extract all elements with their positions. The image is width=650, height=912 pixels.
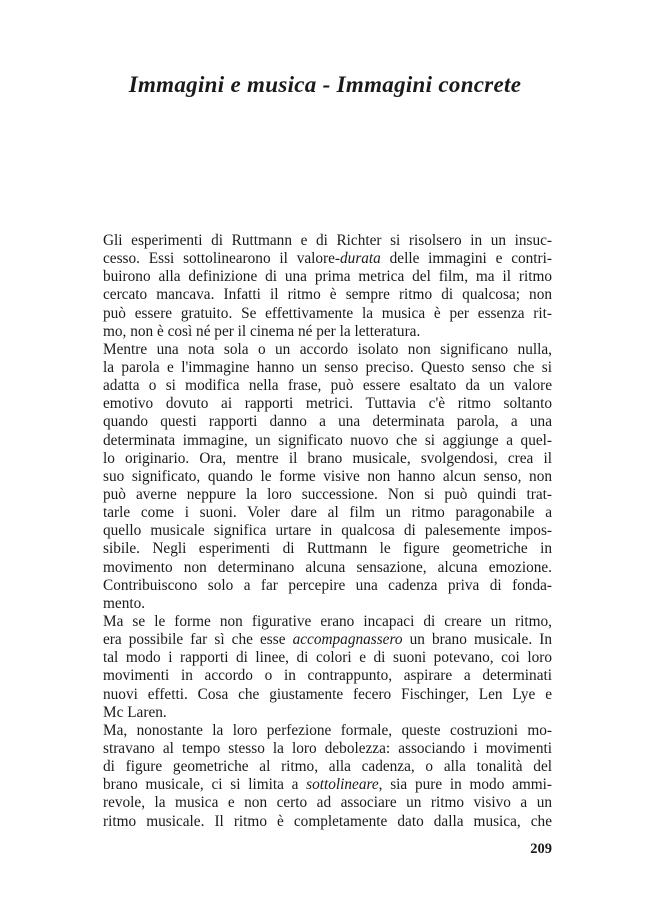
text-line <box>103 450 552 468</box>
text-segment: delle immagini e contri- <box>380 250 552 268</box>
text-segment: sibile. Negli esperimenti di Ruttmann le figure geometriche in <box>103 540 552 558</box>
text-line <box>103 686 552 704</box>
text-segment: ritmo musicale. Il ritmo è completamente dato dalla musica, che <box>103 812 552 830</box>
text-segment: era possibile far sì che esse <box>103 631 293 649</box>
text-line <box>103 268 552 286</box>
text-line <box>103 305 552 323</box>
text-segment: Gli esperimenti di Ruttmann e di Richter si risolsero in un insuc- <box>103 232 552 249</box>
text-line <box>103 522 552 540</box>
text-line <box>103 649 552 667</box>
italic-text: sottolineare <box>306 776 379 794</box>
italic-text: accompagnassero <box>292 631 403 649</box>
text-line <box>103 413 552 431</box>
text-segment: emotivo dovuto ai rapporti metrici. Tuttavia c'è ritmo soltanto <box>103 395 552 413</box>
text-line <box>103 758 552 776</box>
text-segment: , sia pure in modo ammi- <box>378 776 553 794</box>
text-line <box>103 359 552 377</box>
body-text <box>103 232 552 831</box>
text-segment: Ma se le forme non figurative erano incapaci di creare un ritmo, <box>103 612 552 630</box>
text-line <box>103 722 552 740</box>
text-line <box>103 559 552 577</box>
text-line <box>103 468 552 486</box>
text-line <box>103 813 552 831</box>
text-segment: stravano al tempo stesso la loro debolezza: associando i movimenti <box>103 739 552 757</box>
text-line <box>103 286 552 304</box>
text-segment: cercato mancava. Infatti il ritmo è sempre ritmo di qualcosa; non <box>103 286 552 304</box>
text-segment: lo originario. Ora, mentre il brano musicale, svolgendosi, crea il <box>103 449 552 467</box>
text-line <box>103 595 552 613</box>
text-segment: brano musicale, ci si limita a <box>103 776 307 794</box>
text-line <box>103 540 552 558</box>
text-segment: determinata immagine, un significato nuovo che si aggiunge a quel- <box>103 431 552 449</box>
text-segment: buirono alla definizione di una prima metrica del film, ma il ritmo <box>103 268 552 286</box>
text-segment: può essere gratuito. Se effettivamente la musica è per essenza rit- <box>103 304 552 322</box>
text-segment: adatta o si modifica nella frase, può essere esaltato da un valore <box>103 377 552 395</box>
text-segment: quando questi rapporti danno a una determinata parola, a una <box>103 413 552 431</box>
text-segment: Ma, nonostante la loro perfezione formale, queste costruzioni mo- <box>103 721 552 739</box>
text-segment: può averne neppure la loro successione. Non si può quindi trat- <box>103 485 552 503</box>
text-line <box>103 432 552 450</box>
text-line <box>103 504 552 522</box>
text-line <box>103 631 552 649</box>
text-line <box>103 232 552 250</box>
text-line <box>103 704 552 722</box>
text-line <box>103 776 552 794</box>
text-line <box>103 577 552 595</box>
text-segment: Mentre una nota sola o un accordo isolato non significano nulla, <box>103 340 552 358</box>
text-segment: mento. <box>103 594 146 612</box>
text-segment: mo, non è così né per il cinema né per la letteratura. <box>103 322 421 340</box>
text-segment: Mc Laren. <box>103 703 167 721</box>
text-segment: quello musicale significa urtare in qualcosa di palesemente impos- <box>103 522 552 540</box>
text-line <box>103 794 552 812</box>
text-line <box>103 250 552 268</box>
text-segment: cesso. Essi sottolinearono il valore- <box>103 250 341 268</box>
text-segment: di figure geometriche al ritmo, alla cadenza, o alla tonalità del <box>103 758 552 776</box>
text-line <box>103 486 552 504</box>
text-segment: tal modo i rapporti di linee, di colori e di suoni potevano, coi loro <box>103 649 552 667</box>
text-segment: movimenti in accordo o in contrappunto, aspirare a determinati <box>103 667 552 685</box>
text-line <box>103 323 552 341</box>
text-segment: suo significato, quando le forme visive non hanno alcun senso, non <box>103 467 552 485</box>
page-number: 209 <box>530 841 552 857</box>
text-line <box>103 395 552 413</box>
italic-text: durata <box>340 250 381 268</box>
text-segment: un brano musicale. In <box>402 631 553 649</box>
text-line <box>103 377 552 395</box>
text-line <box>103 341 552 359</box>
text-segment: revole, la musica e non certo ad associare un ritmo visivo a un <box>103 794 552 812</box>
page-title: Immagini e musica - Immagini concrete <box>128 72 522 97</box>
text-segment: Contribuiscono solo a far percepire una cadenza priva di fonda- <box>103 576 552 594</box>
text-line <box>103 740 552 758</box>
text-segment: la parola e l'immagine hanno un senso preciso. Questo senso che si <box>103 358 552 376</box>
text-line <box>103 613 552 631</box>
text-segment: nuovi effetti. Cosa che giustamente fecero Fischinger, Len Lye e <box>103 685 552 703</box>
text-line <box>103 667 552 685</box>
text-segment: movimento non determinano alcuna sensazione, alcuna emozione. <box>103 558 552 576</box>
text-segment: tarle come i suoni. Voler dare al film un ritmo paragonabile a <box>103 504 552 522</box>
